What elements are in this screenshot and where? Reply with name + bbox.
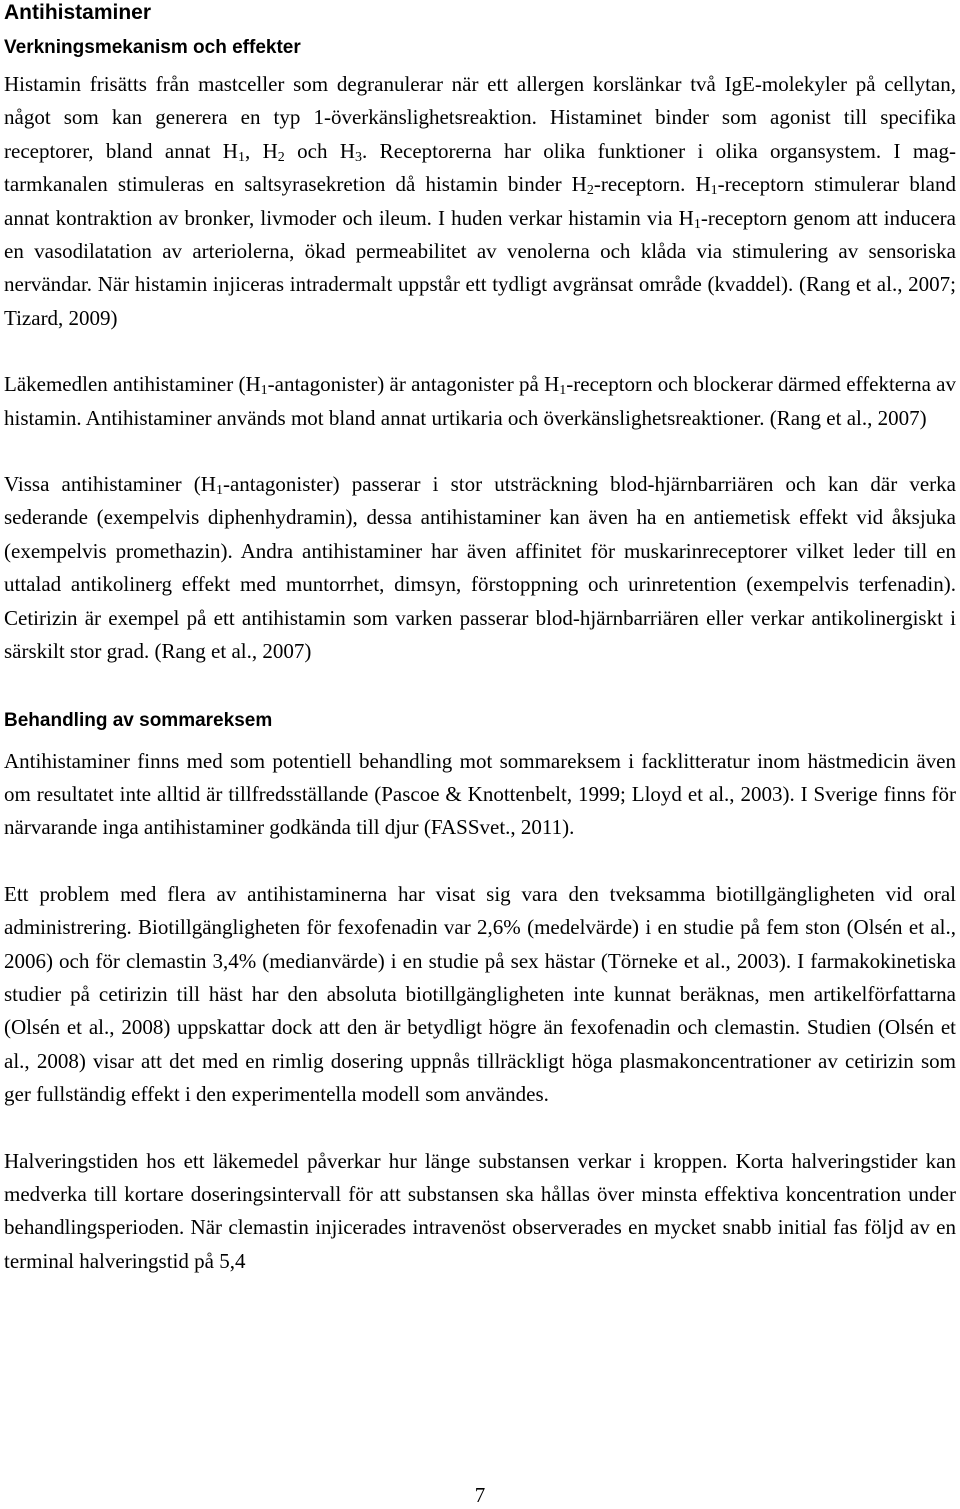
- document-page: [4, 0, 956, 1509]
- section-heading-mechanism: Verkningsmekanism och effekter: [4, 37, 301, 58]
- section-heading-treatment: Behandling av sommareksem: [4, 709, 273, 731]
- paragraph-bioavailability: Ett problem med flera av antihistaminerna har visat sig vara den tveksamma biotillgängligheten vid oral administrering. Biotillgängligheten för fexofenadin var 2,6% (medelvärde) i en studie på fem ston (Olsén et al., 2006) och för clemastin 3,4% (medianvärde) i en studie på sex hästar (Törneke et al., 2003). I farmakokinetiska studier på cetirizin till häst har den absoluta biotillgängligheten inte kunnat beräknas, men artikelförfattarna (Olsén et al., 2008) uppskattar dock att den är betydligt högre än fexofenadin och clemastin. Studien (Olsén et al., 2008) visar att det med en rimlig dosering uppnås tillräckligt höga plasmakoncentrationer av cetirizin som ger fullständig effekt i den experimentella modell som användes.: [4, 881, 956, 1107]
- page-number: 7: [474, 1483, 486, 1507]
- page-title: Antihistaminer: [4, 1, 152, 24]
- paragraph-half-life: Halveringstiden hos ett läkemedel påverkar hur länge substansen verkar i kroppen. Korta halveringstider kan medverka till kortare doseringsintervall för att substansen ska hållas över minsta effektiva koncentration under behandlingsperioden. När clemastin injicerades intravenöst observerades en mycket snabb initial fas följd av en terminal halveringstid på 5,4: [4, 1148, 956, 1273]
- paragraph-treatment: Antihistaminer finns med som potentiell behandling mot sommareksem i facklitteratur inom hästmedicin även om resultatet inte alltid är tillfredsställande (Pascoe & Knottenbelt, 1999; Lloyd et al., 2003). I Sverige finns för närvarande inga antihistaminer godkända till djur (FASSvet., 2011).: [4, 748, 956, 840]
- paragraph-antagonists: Läkemedlen antihistaminer $(H_1-antagonister)$ är antagonister på $H_1$-receptorn och blockerar därmed effekterna av histamin. Antihistaminer används mot bland annat urtikaria och överkänslighetsreaktioner. (Rang et al., 2007): [4, 372, 957, 430]
- paragraph-bbb: Vissa antihistaminer $(H_1-antagonister)$ passerar i stor utsträckning blod-hjärnbarriären och kan där verka sederande (exempelvis diphenhydramin), dessa antihistaminer kan även ha en antiemetisk effekt vid åksjuka (exempelvis promethazin). Andra antihistaminer har även affinitet för muskarinreceptorer vilket leder till en uttalad antikolinerg effekt med muntorrhet, dimsyn, förstoppning och urinretention (exempelvis terfenadin). Cetirizin är exempel på ett antihistamin som varken passerar blod-hjärnbarriären eller verkar antikolinergiskt i särskilt stor grad. (Rang et al., 2007): [4, 472, 956, 664]
- paragraph-mechanism: Histamin frisätts från mastceller som degranulerar när ett allergen korslänkar två IgE-molekyler på cellytan, något som kan generera en typ 1-överkänslighetsreaktion. Histaminet binder som agonist till specifika receptorer, bland annat $H_1$, $H_2$ och $H_3$. Receptorerna har olika funktioner i olika organsystem. I mag- tarmkanalen stimuleras en saltsyrasekretion då histamin binder $H_2$-receptorn. $H_1$-receptorn stimulerar bland annat kontraktion av bronker, livmoder och ileum. I huden verkar histamin via $H_1$-receptorn genom att inducera en vasodilatation av arteriolerna, ökad permeabilitet av venolerna och klåda via stimulering av sensoriska nervändar. När histamin injiceras intradermalt uppstår ett tydligt avgränsat område (kvaddel). (Rang et al., 2007; Tizard, 2009): [4, 72, 956, 330]
